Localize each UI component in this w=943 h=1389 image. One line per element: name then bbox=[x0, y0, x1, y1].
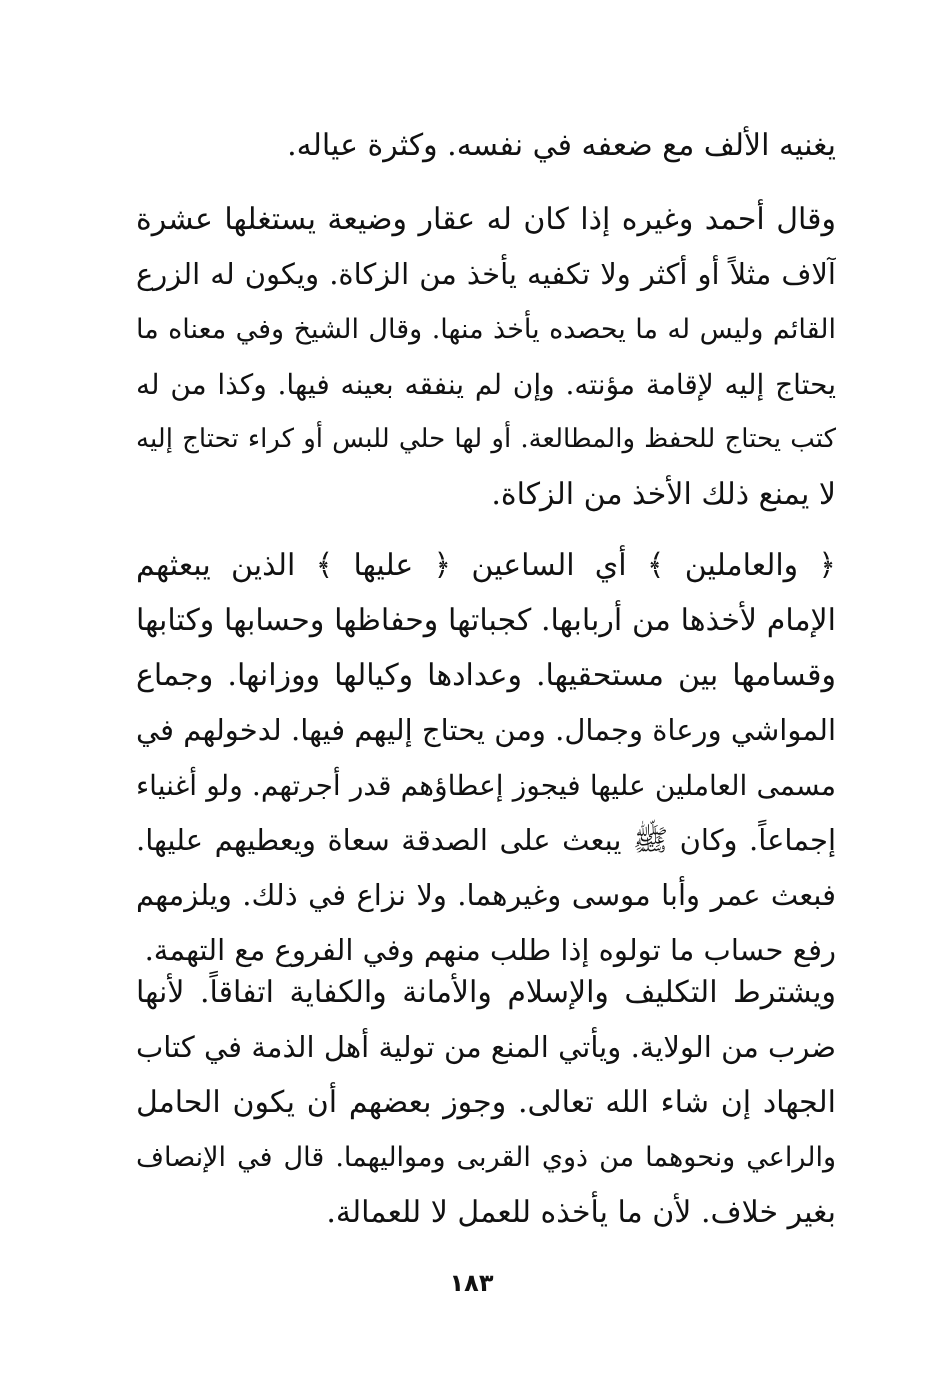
text-line: فبعث عمر وأبا موسى وغيرهما. ولا نزاع في ذلك. ويلزمهم bbox=[136, 878, 836, 912]
text-line: بغير خلاف. لأن ما يأخذه للعمل لا للعمالة. bbox=[326, 1195, 836, 1230]
paragraph-3 bbox=[136, 538, 836, 978]
text-line: وقال أحمد وغيره إذا كان له عقار وضيعة يستغلها عشرة bbox=[136, 202, 836, 237]
text-line: يحتاج إليه لإقامة مؤنته. وإن لم ينفقه بعينه فيها. وكذا من له bbox=[136, 368, 836, 401]
text-line: يغنيه الألف مع ضعفه في نفسه. وكثرة عياله. bbox=[287, 128, 836, 163]
text-line: القائم وليس له ما يحصده يأخذ منها. وقال الشيخ وفي معناه ما bbox=[136, 314, 836, 345]
text-line: رفع حساب ما تولوه إذا طلب منهم وفي الفروع مع التهمة. bbox=[144, 933, 836, 967]
text-line: كتب يحتاج للحفظ والمطالعة. أو لها حلي للبس أو كراء تحتاج إليه bbox=[136, 424, 836, 454]
text-line: مسمى العاملين عليها فيجوز إعطاؤهم قدر أجرتهم. ولو أغنياء bbox=[136, 769, 836, 802]
text-line: ضرب من الولاية. ويأتي المنع من تولية أهل الذمة في كتاب bbox=[136, 1030, 836, 1064]
paragraph-2 bbox=[136, 192, 836, 522]
page-number: ١٨٣ bbox=[449, 1269, 494, 1297]
text-line: إجماعاً. وكان ﷺ يبعث على الصدقة سعاة ويعطيهم عليها. bbox=[136, 823, 836, 857]
paragraph-4 bbox=[136, 965, 836, 1240]
text-line: ويشترط التكليف والإسلام والأمانة والكفاية اتفاقاً. لأنها bbox=[136, 975, 836, 1010]
paragraph-1 bbox=[136, 118, 836, 173]
text-line: المواشي ورعاة وجمال. ومن يحتاج إليهم فيها. لدخولهم في bbox=[136, 713, 836, 747]
text-line: ﴿ والعاملين ﴾ أي الساعين ﴿ عليها ﴾ الذين يبعثهم bbox=[136, 548, 836, 583]
text-line: الإمام لأخذها من أربابها. كجباتها وحفاظها وحسابها وكتابها bbox=[136, 603, 836, 638]
text-line: والراعي ونحوهما من ذوي القربى ومواليهما. قال في الإنصاف bbox=[136, 1142, 836, 1173]
text-line: الجهاد إن شاء الله تعالى. وجوز بعضهم أن يكون الحامل bbox=[136, 1085, 836, 1120]
text-line: لا يمنع ذلك الأخذ من الزكاة. bbox=[491, 477, 836, 512]
text-line: آلاف مثلاً أو أكثر ولا تكفيه يأخذ من الزكاة. ويكون له الزرع bbox=[136, 257, 836, 291]
text-line: وقسامها بين مستحقيها. وعدادها وكيالها ووزانها. وجماع bbox=[136, 658, 836, 693]
